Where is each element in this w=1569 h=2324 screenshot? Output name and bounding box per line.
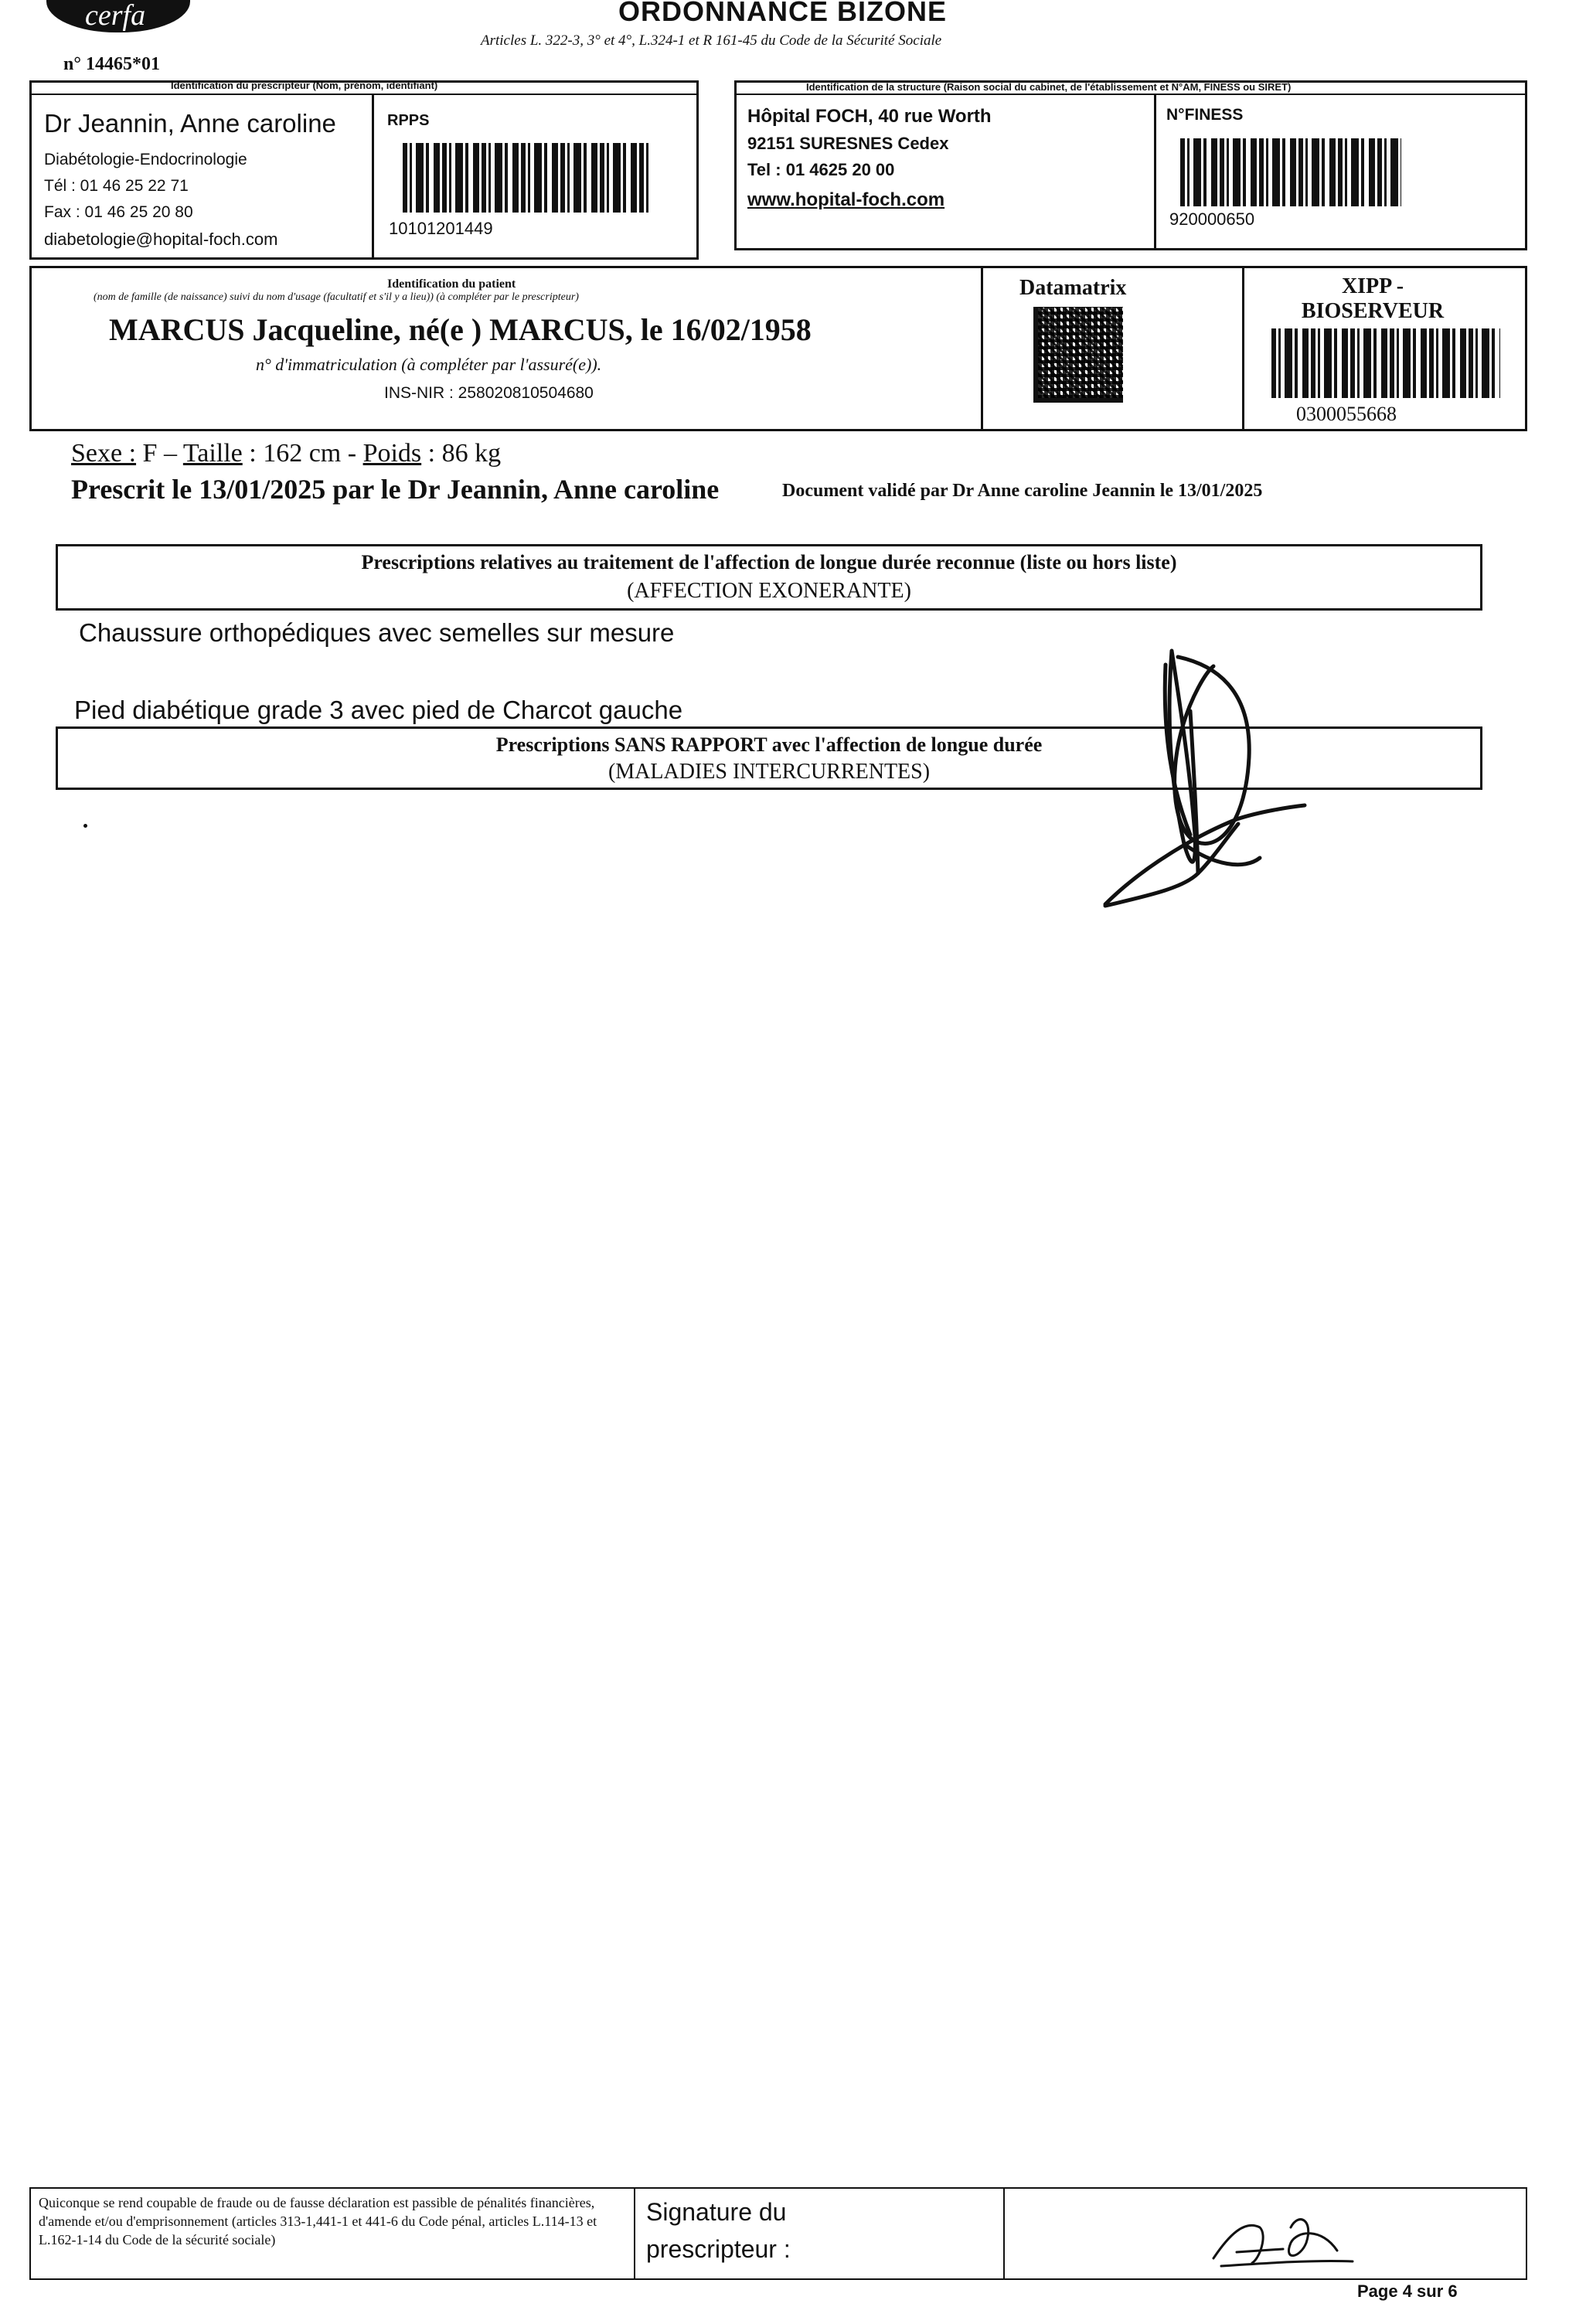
prescriber-box xyxy=(29,80,699,260)
cerfa-logo-text: cerfa xyxy=(85,0,146,32)
finess-barcode xyxy=(1180,138,1401,206)
prescriber-tel: Tél : 01 46 25 22 71 xyxy=(44,177,189,195)
rpps-number: 10101201449 xyxy=(389,219,493,238)
patient-immat-label: n° d'immatriculation (à compléter par l'assuré(e)). xyxy=(256,355,602,374)
structure-website: www.hopital-foch.com xyxy=(747,189,945,210)
prescriber-section-label: Identification du prescripteur (Nom, prénom, identifiant) xyxy=(171,80,438,91)
footer-box xyxy=(29,2187,1527,2280)
patient-ins-nir: INS-NIR : 258020810504680 xyxy=(384,384,594,402)
non-ald-title: Prescriptions SANS RAPPORT avec l'affection de longue durée xyxy=(495,733,1043,756)
ald-item-1: Chaussure orthopédiques avec semelles sur mesure xyxy=(79,618,675,647)
page-number: Page 4 sur 6 xyxy=(1357,2281,1458,2301)
patient-section-label: Identification du patient xyxy=(387,277,516,291)
xipp-number: 0300055668 xyxy=(1296,403,1397,425)
form-title: ORDONNANCE BIZONE xyxy=(618,0,948,27)
xipp-barcode xyxy=(1271,328,1500,398)
stray-dot xyxy=(83,824,87,828)
non-ald-subtitle: (MALADIES INTERCURRENTES) xyxy=(608,760,931,784)
ald-title: Prescriptions relatives au traitement de l'affection de longue durée reconnue (liste ou hors liste) xyxy=(361,551,1177,573)
structure-city: 92151 SURESNES Cedex xyxy=(747,134,949,153)
patient-section-sub: (nom de famille (de naissance) suivi du nom d'usage (facultatif et s'il y a lieu)) (à compléter par le prescripteur) xyxy=(94,291,579,303)
ald-subtitle: (AFFECTION EXONERANTE) xyxy=(627,579,911,603)
rpps-barcode xyxy=(403,143,650,213)
ald-box xyxy=(56,544,1482,611)
poids-label: Poids xyxy=(362,439,422,468)
patient-box xyxy=(29,266,1527,431)
form-articles: Articles L. 322-3, 3° et 4°, L.324-1 et R 161-45 du Code de la Sécurité Sociale xyxy=(481,32,942,49)
validated-line: Document validé par Dr Anne caroline Jeannin le 13/01/2025 xyxy=(782,481,1263,501)
taille-value: : 162 cm - xyxy=(242,439,363,468)
footer-signature xyxy=(1206,2212,1360,2274)
cerfa-logo xyxy=(46,0,190,32)
fraud-notice: Quiconque se rend coupable de fraude ou de fausse déclaration est passible de pénalités financières, d'amende et/ou d'emprisonnement (articles 313-1,441-1 et 441-6 du Code pénal, articles L.114-13 et L.162-1-14 du Code de la sécurité sociale) xyxy=(39,2195,597,2247)
form-number: n° 14465*01 xyxy=(63,54,160,74)
structure-section-label: Identification de la structure (Raison social du cabinet, de l'établissement et N°AM, FINESS ou SIRET) xyxy=(806,81,1292,93)
structure-name: Hôpital FOCH, 40 rue Worth xyxy=(747,106,992,127)
signature-label-2: prescripteur : xyxy=(646,2235,791,2263)
handwritten-signature xyxy=(1098,641,1322,920)
patient-name: MARCUS Jacqueline, né(e ) MARCUS, le 16/02/1958 xyxy=(109,312,812,347)
prescriber-fax: Fax : 01 46 25 20 80 xyxy=(44,203,193,221)
rpps-label: RPPS xyxy=(387,112,430,129)
prescriber-email: diabetologie@hopital-foch.com xyxy=(44,230,278,249)
prescribed-line: Prescrit le 13/01/2025 par le Dr Jeannin, Anne caroline xyxy=(71,474,720,505)
sexe-label: Sexe : xyxy=(71,439,137,468)
taille-label: Taille xyxy=(182,439,243,468)
poids-value: : 86 kg xyxy=(421,439,502,468)
finess-number: 920000650 xyxy=(1169,209,1255,229)
sexe-value: F – xyxy=(136,439,183,468)
signature-label-1: Signature du xyxy=(646,2198,787,2226)
xipp-label: XIPP - BIOSERVEUR xyxy=(1301,274,1445,323)
finess-label: N°FINESS xyxy=(1166,106,1244,124)
patient-measures xyxy=(71,439,501,468)
ald-item-2: Pied diabétique grade 3 avec pied de Charcot gauche xyxy=(74,696,683,724)
structure-tel: Tel : 01 4625 20 00 xyxy=(747,160,895,179)
prescriber-specialty: Diabétologie-Endocrinologie xyxy=(44,151,247,168)
structure-box xyxy=(734,80,1527,250)
datamatrix-code xyxy=(1033,307,1123,403)
prescriber-name: Dr Jeannin, Anne caroline xyxy=(44,109,336,138)
datamatrix-label: Datamatrix xyxy=(1019,276,1127,300)
